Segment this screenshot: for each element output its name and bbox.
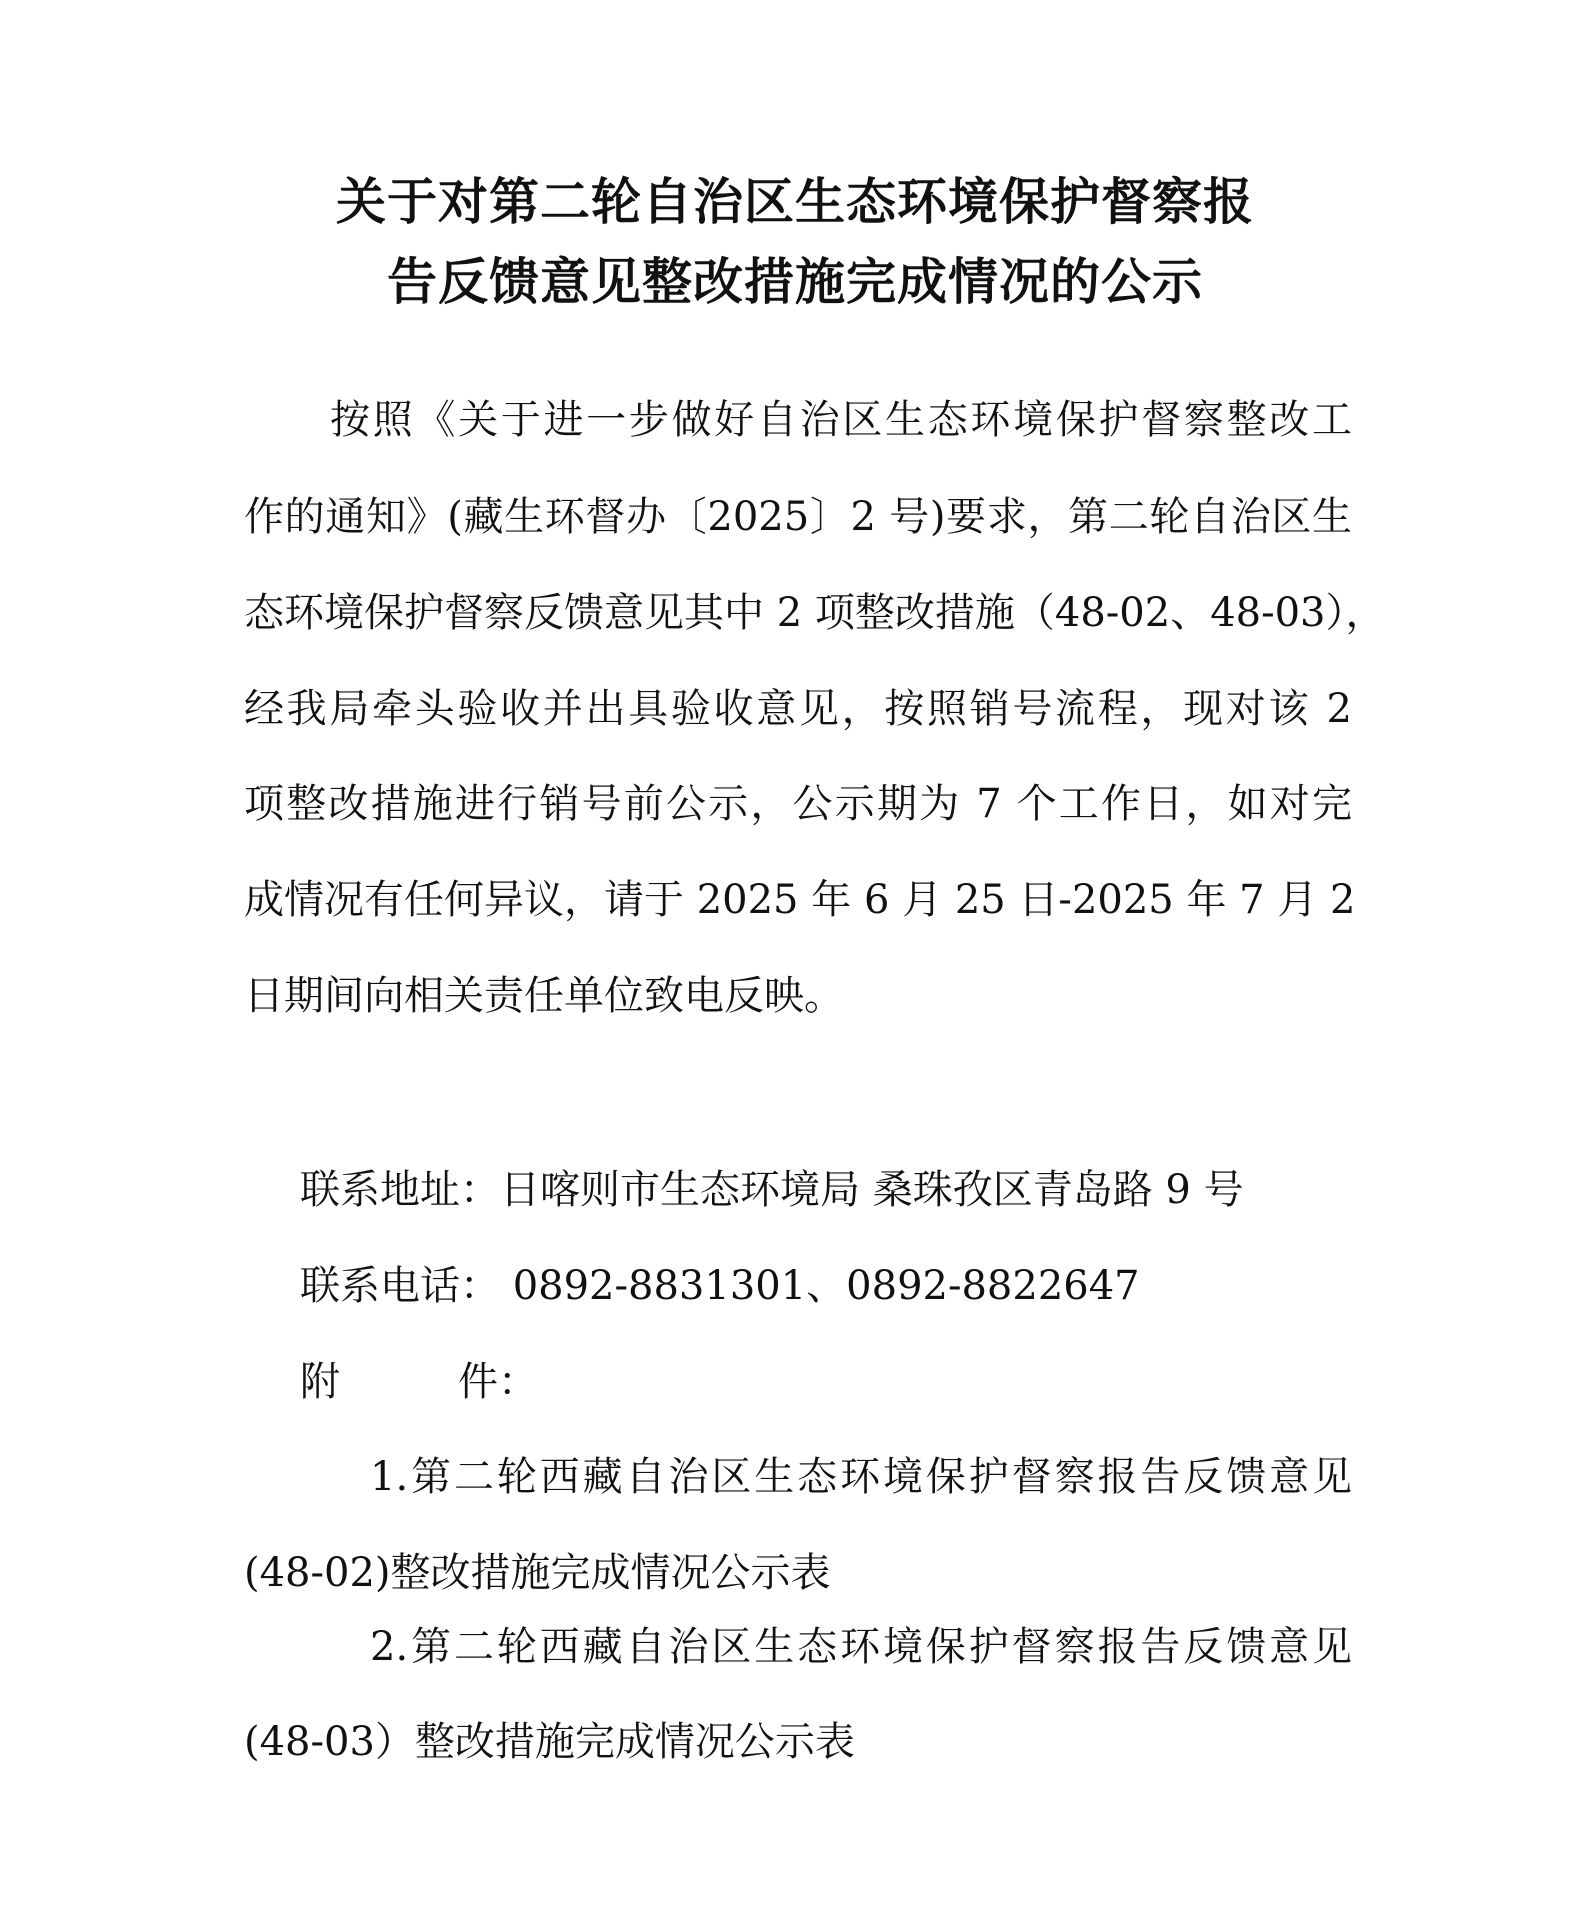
- attachment-label-char: 件：: [458, 1359, 538, 1405]
- body-line: 按照《关于进一步做好自治区生态环境保护督察整改工: [330, 397, 1352, 443]
- body-line: 成情况有任何异议，请于 2025 年 6 月 25 日-2025 年 7 月 2: [244, 877, 1356, 923]
- attachment-item-2: 2.第二轮西藏自治区生态环境保护督察报告反馈意见: [370, 1624, 1352, 1670]
- body-line: 经我局牵头验收并出具验收意见，按照销号流程，现对该 2: [244, 686, 1352, 732]
- body-line: 态环境保护督察反馈意见其中 2 项整改措施（48-02、48-03），: [244, 590, 1386, 636]
- attachment-label: [300, 1358, 538, 1406]
- attachment-item-1: 1.第二轮西藏自治区生态环境保护督察报告反馈意见: [370, 1454, 1352, 1500]
- contact-address: 联系地址：日喀则市生态环境局 桑珠孜区青岛路 9 号: [300, 1167, 1244, 1213]
- contact-phone: 联系电话： 0892-8831301、0892-8822647: [300, 1263, 1140, 1309]
- document-title-line-2: 告反馈意见整改措施完成情况的公示: [387, 252, 1203, 311]
- body-line: 项整改措施进行销号前公示，公示期为 7 个工作日，如对完: [244, 781, 1352, 827]
- body-line: 日期间向相关责任单位致电反映。: [244, 973, 844, 1019]
- document-title-line-1: 关于对第二轮自治区生态环境保护督察报: [336, 172, 1254, 231]
- attachment-item-1-continued: (48-02)整改措施完成情况公示表: [244, 1550, 831, 1596]
- body-line: 作的通知》(藏生环督办〔2025〕2 号)要求，第二轮自治区生: [244, 494, 1352, 540]
- attachment-item-2-continued: (48-03）整改措施完成情况公示表: [244, 1719, 855, 1765]
- attachment-label-char: 附: [300, 1359, 340, 1405]
